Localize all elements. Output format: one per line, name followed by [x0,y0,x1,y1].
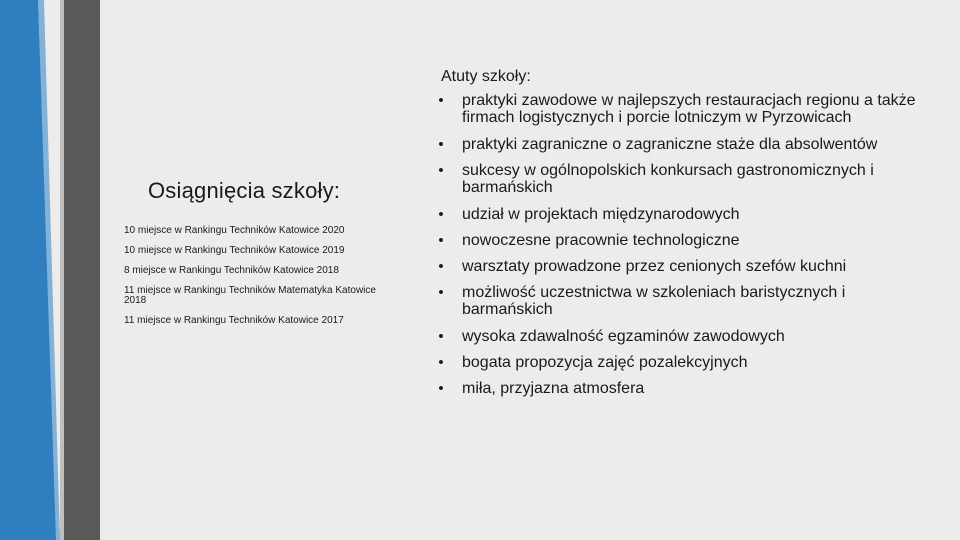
achievements-list [124,226,394,336]
bullet-icon: • [438,258,444,275]
bullet-icon: • [438,354,444,371]
strength-text: praktyki zagraniczne o zagraniczne staże dla absolwentów [462,136,878,153]
bullet-icon: • [438,284,444,301]
bullet-icon: • [438,232,444,249]
achievement-item: 8 miejsce w Rankingu Techników Katowice 2018 [124,265,339,276]
strength-item [436,92,936,126]
bullet-icon: • [438,380,444,397]
bullet-icon: • [438,162,444,179]
strengths-list [436,92,936,397]
strength-text: bogata propozycja zajęć pozalekcyjnych [462,354,748,371]
blue-stripe-decoration [0,0,60,540]
strength-item [436,354,936,371]
strength-item [436,380,936,397]
strength-item [436,258,936,275]
achievement-item: 11 miejsce w Rankingu Techników Matematyka Katowice 2018 [124,285,376,306]
strength-text: praktyki zawodowe w najlepszych restauracjach regionu a także firmach logistycznych i porcie lotniczym w Pyrzowicach [462,92,916,126]
bullet-icon: • [438,328,444,345]
strength-text: nowoczesne pracownie technologiczne [462,232,740,249]
bullet-icon: • [438,136,444,153]
achievement-item: 11 miejsce w Rankingu Techników Katowice 2017 [124,315,344,326]
achievement-item: 10 miejsce w Rankingu Techników Katowice 2019 [124,245,345,256]
strength-item [436,284,936,318]
achievement-item: 10 miejsce w Rankingu Techników Katowice 2020 [124,225,345,236]
strength-text: wysoka zdawalność egzaminów zawodowych [462,328,785,345]
bullet-icon: • [438,92,444,109]
strength-item [436,162,936,196]
strength-item [436,328,936,345]
strength-text: warsztaty prowadzone przez cenionych szefów kuchni [462,258,847,275]
strength-item [436,136,936,153]
strength-text: możliwość uczestnictwa w szkoleniach baristycznych i barmańskich [462,284,846,318]
strength-text: sukcesy w ogólnopolskich konkursach gastronomicznych i barmańskich [462,162,874,196]
strength-item [436,232,936,249]
dark-stripe-decoration [64,0,100,540]
achievements-title: Osiągnięcia szkoły: [148,178,341,203]
strength-text: miła, przyjazna atmosfera [462,380,645,397]
bullet-icon: • [438,206,444,223]
strengths-heading: Atuty szkoły: [441,68,531,85]
strength-item [436,206,936,223]
strength-text: udział w projektach międzynarodowych [462,206,740,223]
